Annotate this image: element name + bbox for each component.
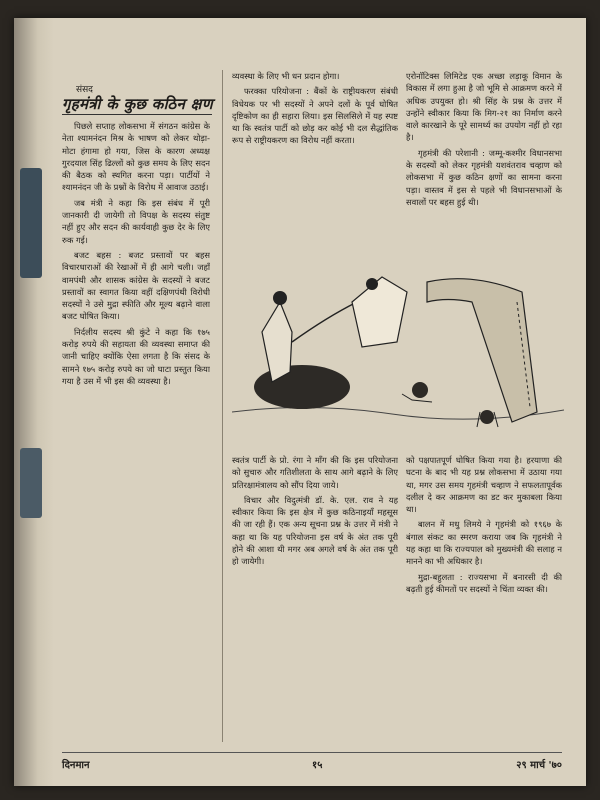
spine-shadow [20, 168, 42, 278]
paragraph: एरोनॉटिक्स लिमिटेड एक अच्छा लड़ाकू विमान के विकास में लगा हुआ है जो भूमि से आक्रमण करने में अधिक उपयुक्त हो। श्री सिंह के प्रश्न के उत्तर में उन्होंने स्वीकार किया कि मिग-२१ का निर्माण करने वाले कारखाने के पूरे सामर्थ्य का उपयोग नहीं हो रहा है। [406, 71, 562, 143]
paragraph: फरक्का परियोजना : बैंकों के राष्ट्रीयकरण संबंधी विधेयक पर भी सदस्यों ने अपने दलों के पूर्व घोषित दृष्टिकोण का ही सहारा लिया। इस सिलसिले में यह स्पष्ट था कि स्वतंत्र पार्टी को छोड़ कर कोई भी दल सैद्धांतिक रूप से राष्ट्रीयकरण का विरोध नहीं करता। [232, 86, 398, 146]
column-3-lower [406, 454, 562, 742]
paragraph: गृहमंत्री की परेशानी : जम्मू-कश्मीर विधानसभा के सदस्यों को लेकर गृहमंत्री यशवंतराव चव्हाण को लोकसभा में कुछ कठिन क्षणों का सामना करना पड़ा। वास्तव में इस से पहले भी विधानसभाओं के सवालों पर बहस हुई थी। [406, 147, 562, 207]
column-2-lower [232, 454, 398, 742]
column-1 [62, 120, 210, 740]
section-kicker: संसद [76, 85, 93, 95]
spine-shadow-lower [20, 448, 42, 518]
paragraph: जब मंत्री ने कहा कि इस संबंध में पूरी जानकारी दी जायेगी तो विपक्ष के सदस्य संतुष्ट नहीं हुए और सदन की कार्यवाही कुछ देर के लिए रुक गई। [62, 197, 210, 245]
magazine-page [14, 18, 586, 786]
paragraph: विचार और विदुत्मंत्री डॉ. के. एल. राव ने यह स्वीकार किया कि इस क्षेत्र में कुछ कठिनाइयाँ महसूस की जा रही हैं। एक अन्य सूचना प्रश्न के उत्तर में मंत्री ने कहा था कि यह परियोजना इस वर्ष के अंत तक पूरी होने की आशा थी मगर अब अगले वर्ष के अंत तक पूरी हो जायेगी। [232, 494, 398, 567]
editorial-cartoon [232, 262, 564, 448]
page-number: १५ [312, 760, 323, 771]
column-2 [232, 70, 398, 236]
paragraph: को पक्षपातपूर्ण घोषित किया गया है। हरयाणा की घटना के बाद भी यह प्रश्न लोकसभा में उठाया गया था, मगर उस समय गृहमंत्री चव्हाण ने सफलतापूर्वक दलील दे कर आक्रमण का डट कर मुकाबला किया था। [406, 455, 562, 515]
article-headline: गृहमंत्री के कुछ कठिन क्षण [62, 95, 213, 113]
page-spine [14, 18, 54, 786]
headline-rule [62, 114, 212, 115]
page-footer [62, 752, 562, 775]
paragraph: निर्दलीय सदस्य श्री कुंटे ने कहा कि १७५ करोड़ रुपये की सहायता की व्यवस्था समाप्त की जानी चाहिए क्योंकि ऐसा लगता है कि संसद के सामने १७५ करोड़ रुपये का जो घाटा प्रस्तुत किया गया है उस में भी इस की व्यवस्था है। [62, 326, 210, 386]
paragraph: व्यवस्था के लिए भी धन प्रदान होगा। [232, 71, 340, 81]
paragraph: बालन में मधु लिमये ने गृहमंत्री को १९६७ के बंगाल संकट का स्मरण कराया जब कि गृहमंत्री ने यह कहा था कि राज्यपाल को मुख्यमंत्री की सलाह न मानने का भी अधिकार है। [406, 519, 562, 567]
column-divider [222, 70, 223, 742]
paragraph: स्वतंत्र पार्टी के प्रो. रंगा ने माँग की कि इस परियोजना को सुचारु और गतिशीलता के साथ आगे बढ़ाने के लिए प्रतिरक्षामंत्रालय को सौंप दिया जाये। [232, 455, 398, 490]
paragraph: मुद्रा-बहुलता : राज्यसभा में बनारसी दी की बढ़ती हुई कीमतों पर सदस्यों ने चिंता व्यक्त की। [406, 571, 562, 594]
magazine-name: दिनमान [62, 760, 90, 771]
paragraph: बजट बहस : बजट प्रस्तावों पर बहस विचारधाराओं की रेखाओं में ही आगे चली। जहाँ वामपंथी और शासक कांग्रेस के सदस्यों ने बजट प्रस्तावों का स्वागत किया वहीं दक्षिणपंथी विरोधी सदस्यों ने उसे मुद्रा स्फीति और मूल्य बढ़ाने वाला बजट घोषित किया। [62, 249, 210, 322]
paragraph: पिछले सप्ताह लोकसभा में संगठन कांग्रेस के नेता श्यामनंदन मिश्र के भाषण को लेकर थोड़ा-मोटा हंगामा हो गया, जिस के कारण अध्यक्ष गुरदयाल सिंह ढिल्लों को कुछ समय के लिए सदन की बैठक को स्थगित करना पड़ा। पार्टीयों ने श्यामनंदन जी के प्रश्नों के विरोध में आवाज उठाई। [62, 121, 210, 193]
issue-date: २९ मार्च '७० [516, 760, 562, 771]
